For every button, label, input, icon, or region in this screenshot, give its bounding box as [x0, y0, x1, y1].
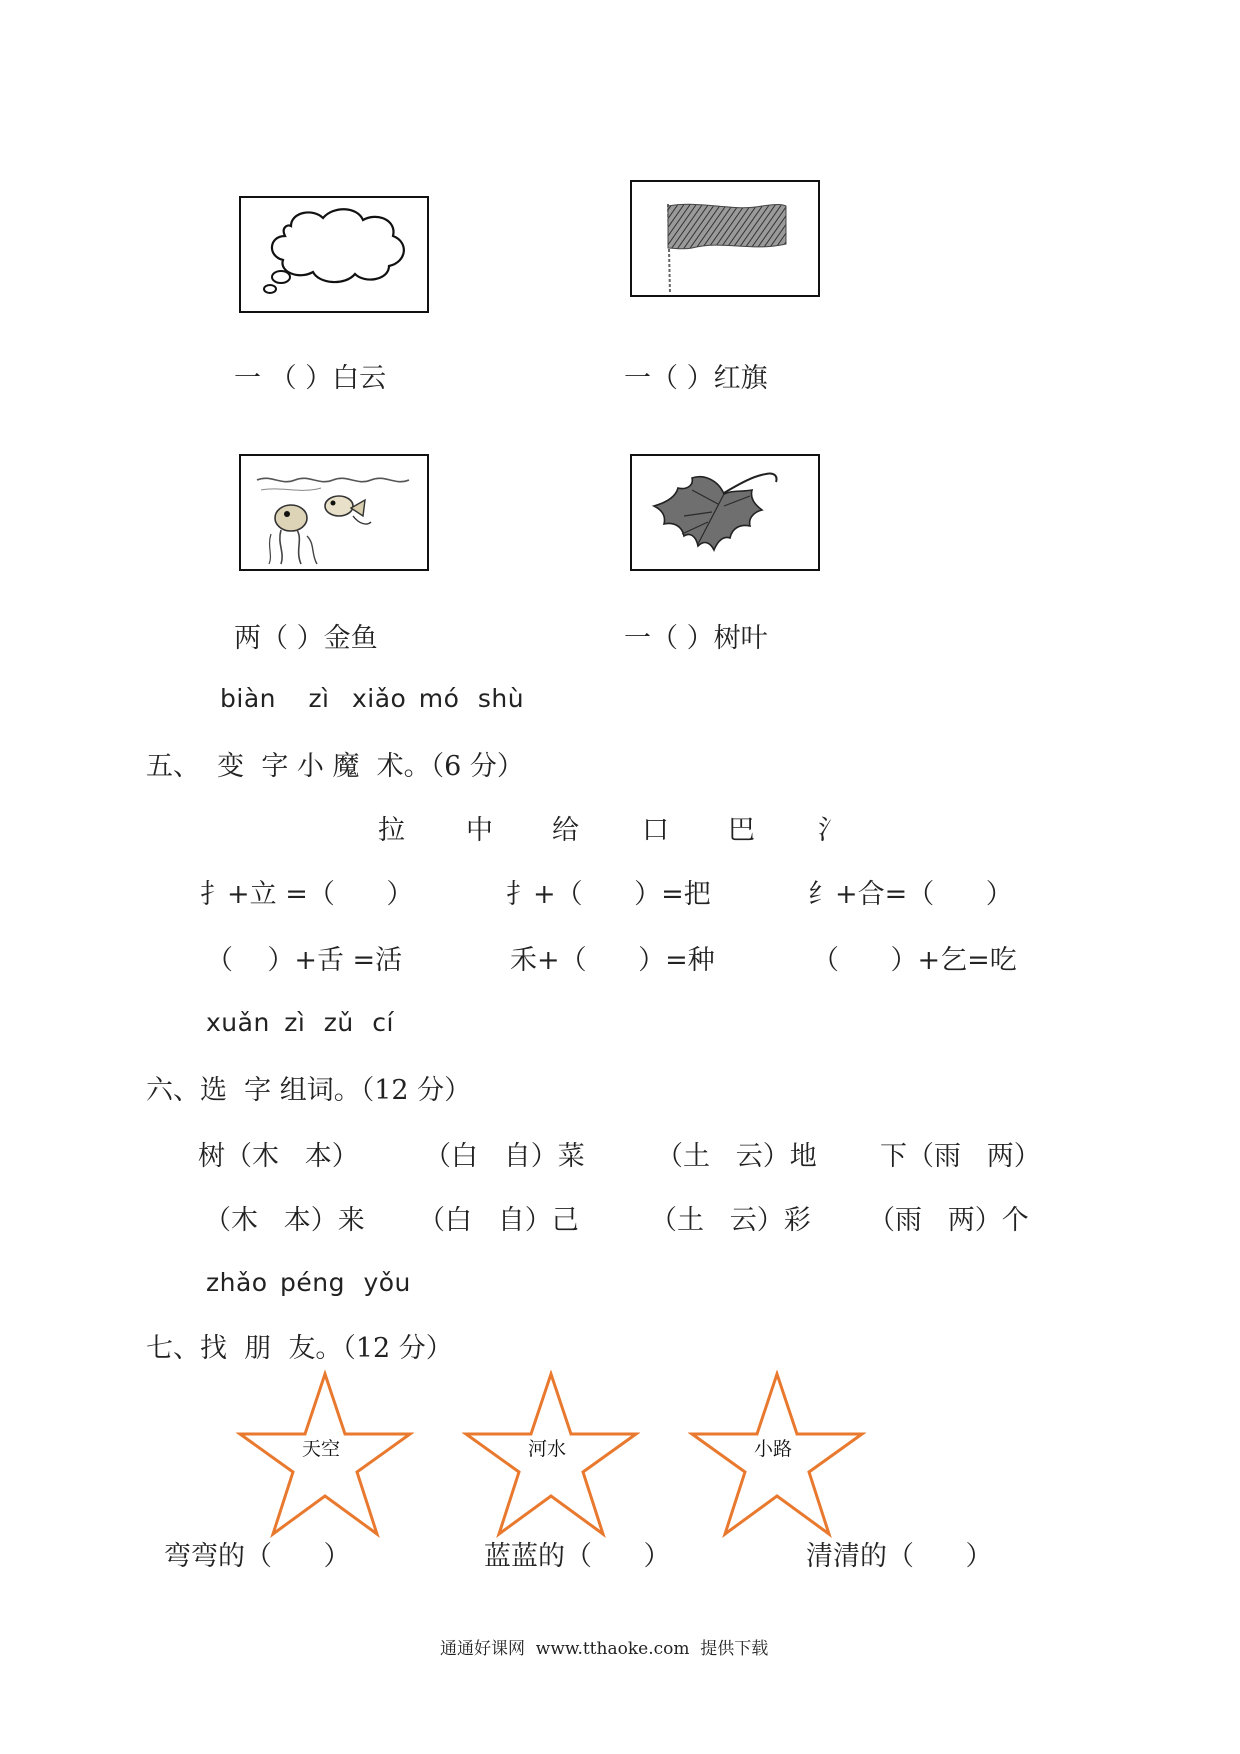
- cloud-picture-box: [239, 196, 429, 313]
- footer-credit: 通通好课网 www.tthaoke.com 提供下载: [440, 1639, 769, 1659]
- word-choice: 下（雨 两）: [880, 1141, 1041, 1172]
- goldfish-icon: [241, 456, 427, 569]
- star-word: 河水: [528, 1438, 567, 1460]
- section6-heading: 六、选 字 组词。（12 分）: [146, 1075, 472, 1106]
- measure-word-leaf: 一（ ）树叶: [624, 623, 768, 654]
- measure-word-flag: 一（ ）红旗: [624, 363, 768, 394]
- match-phrase: 清清的（ ）: [806, 1541, 993, 1572]
- section7-heading: 七、找 朋 友。（12 分）: [146, 1333, 453, 1364]
- word-choice: （白 自）己: [418, 1205, 579, 1236]
- equation: （ ）+舌 =活: [206, 945, 403, 976]
- pinyin-syllable: biàn: [220, 684, 276, 713]
- match-phrase: 蓝蓝的（ ）: [484, 1541, 671, 1572]
- star-word: 天空: [302, 1438, 341, 1460]
- section7-pinyin: [206, 1268, 411, 1297]
- pinyin-syllable: péng: [280, 1268, 346, 1297]
- cloud-bubble-icon: [241, 198, 427, 311]
- star-word: 小路: [754, 1438, 793, 1460]
- pinyin-syllable: yǒu: [363, 1268, 411, 1297]
- equation: 扌+（ ）=把: [506, 879, 711, 910]
- pinyin-syllable: zì: [284, 1008, 306, 1037]
- pinyin-syllable: cí: [372, 1008, 394, 1037]
- leaf-picture-box: [630, 454, 820, 571]
- flag-picture-box: [630, 180, 820, 297]
- word-choice: （白 自）菜: [424, 1141, 585, 1172]
- pinyin-syllable: zì: [308, 684, 330, 713]
- word-bank-char: 氵: [818, 815, 845, 846]
- word-bank-char: 拉: [378, 815, 405, 846]
- equation: （ ）+乞=吃: [812, 945, 1017, 976]
- word-choice: （土 云）彩: [650, 1205, 811, 1236]
- equation: 禾+（ ）=种: [510, 945, 715, 976]
- word-choice: 树（木 本）: [198, 1141, 359, 1172]
- word-bank-char: 口: [642, 815, 669, 846]
- pinyin-syllable: xiǎo: [351, 684, 407, 713]
- measure-word-goldfish: 两（ ）金鱼: [234, 623, 378, 654]
- section5-heading: 五、 变 字 小 魔 术。（6 分）: [146, 751, 524, 782]
- goldfish-picture-box: [239, 454, 429, 571]
- flag-icon: [632, 182, 818, 295]
- pinyin-syllable: shù: [477, 684, 525, 713]
- match-phrase: 弯弯的（ ）: [164, 1541, 351, 1572]
- equation: 纟+合=（ ）: [808, 879, 1013, 910]
- word-bank-char: 巴: [728, 815, 755, 846]
- word-choice: （土 云）地: [656, 1141, 817, 1172]
- word-bank-char: 给: [552, 815, 579, 846]
- word-choice: （木 本）来: [204, 1205, 365, 1236]
- pinyin-syllable: mó: [418, 684, 460, 713]
- maple-leaf-icon: [632, 456, 818, 569]
- word-choice: （雨 两）个: [868, 1205, 1029, 1236]
- section6-pinyin: [206, 1008, 394, 1037]
- measure-word-cloud: 一 （ ）白云: [234, 363, 387, 394]
- pinyin-syllable: xuǎn: [206, 1008, 270, 1037]
- word-bank-char: 中: [466, 815, 493, 846]
- pinyin-syllable: zhǎo: [206, 1268, 268, 1297]
- equation: 扌+立 =（ ）: [200, 879, 414, 910]
- pinyin-syllable: zǔ: [323, 1008, 354, 1037]
- section5-pinyin: [220, 684, 524, 713]
